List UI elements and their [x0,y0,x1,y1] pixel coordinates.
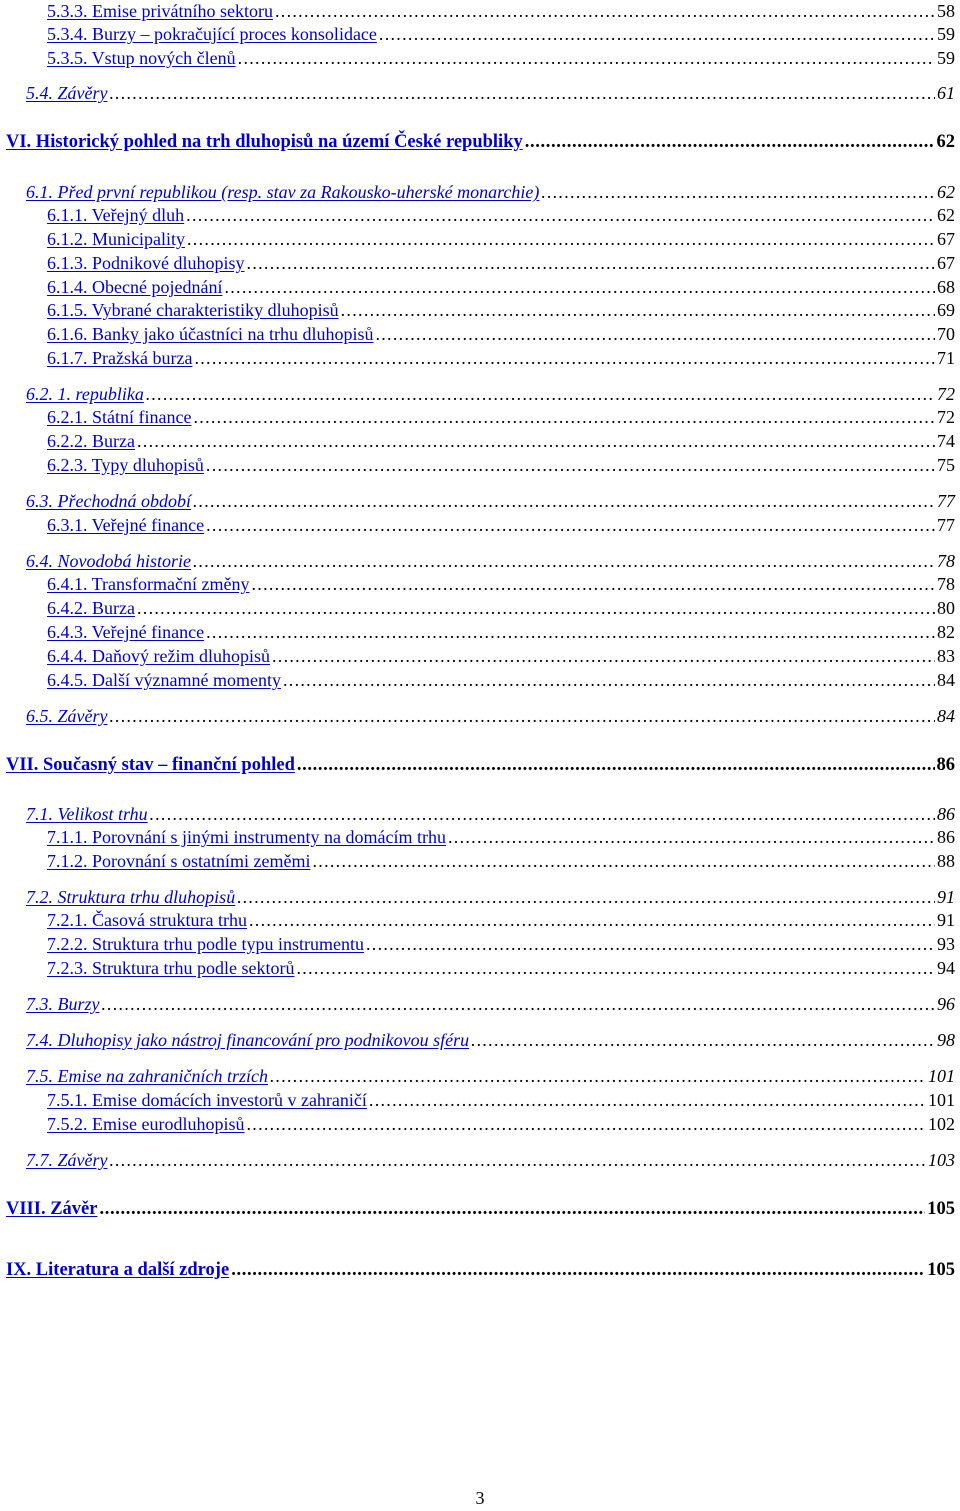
toc-entry[interactable] [0,276,955,298]
toc-entry-title[interactable]: 5.3.5. Vstup nových členů [47,48,236,68]
toc-leader-dots [109,1149,926,1171]
toc-entry[interactable] [0,252,955,274]
toc-leader-dots [341,299,935,321]
toc-entry-title[interactable]: 6.3. Přechodná období [26,491,191,511]
toc-entry-title[interactable]: 6.4.2. Burza [47,598,135,618]
toc-entry-title[interactable]: 6.1.5. Vybrané charakteristiky dluhopisů [47,300,339,320]
toc-entry[interactable] [0,406,955,428]
toc-entry-title[interactable]: 6.5. Závěry [26,706,108,726]
toc-entry[interactable] [0,645,955,667]
toc-entry[interactable] [0,228,955,250]
toc-entry-page: 72 [937,384,955,404]
toc-entry[interactable] [0,957,955,979]
toc-entry-title[interactable]: 7.3. Burzy [26,994,100,1014]
toc-entry-title[interactable]: 7.5.1. Emise domácích investorů v zahraničí [47,1090,367,1110]
toc-entry[interactable] [0,993,955,1015]
toc-entry-title[interactable]: 6.2.3. Typy dluhopisů [47,455,204,475]
toc-entry[interactable] [0,299,955,321]
toc-entry-page: 62 [937,205,955,225]
toc-entry[interactable] [0,1089,955,1111]
toc-leader-dots [206,514,935,536]
toc-leader-dots [146,383,935,405]
toc-entry-title[interactable]: VII. Současný stav – finanční pohled [6,755,295,775]
toc-entry-page: 86 [936,755,955,775]
toc-entry-title[interactable]: 6.2.1. Státní finance [47,407,192,427]
toc-entry-page: 94 [937,958,955,978]
toc-entry-title[interactable]: VIII. Závěr [6,1199,98,1219]
toc-leader-dots [283,669,935,691]
toc-entry-page: 61 [937,83,955,103]
toc-leader-dots [206,454,935,476]
toc-entry[interactable] [0,597,955,619]
toc-leader-dots [297,754,935,776]
toc-leader-dots [150,803,935,825]
toc-leader-dots [238,47,935,69]
toc-entry-title[interactable]: 7.1. Velikost trhu [26,804,148,824]
toc-entry-page: 67 [937,229,955,249]
toc-entry-title[interactable]: 6.2. 1. republika [26,384,144,404]
toc-entry-title[interactable]: 7.2.3. Struktura trhu podle sektorů [47,958,295,978]
toc-entry-title[interactable]: 7.2.2. Struktura trhu podle typu instrumentu [47,934,364,954]
toc-entry-page: 68 [937,277,955,297]
toc-entry-title[interactable]: 7.2. Struktura trhu dluhopisů [26,887,236,907]
toc-entry-page: 80 [937,598,955,618]
toc-entry-page: 71 [937,348,955,368]
toc-leader-dots [275,0,935,22]
toc-entry[interactable] [0,573,955,595]
toc-leader-dots [99,1198,925,1220]
toc-entry-page: 69 [937,300,955,320]
toc-entry-title[interactable]: 6.4.4. Daňový režim dluhopisů [47,646,270,666]
toc-leader-dots [296,957,935,979]
toc-entry[interactable] [0,430,955,452]
toc-entry-page: 105 [927,1199,955,1219]
toc-entry-page: 86 [937,804,955,824]
toc-entry[interactable] [0,23,955,45]
toc-entry[interactable] [0,347,955,369]
toc-entry-page: 96 [937,994,955,1014]
toc-entry[interactable] [0,1259,955,1281]
toc-entry[interactable] [0,669,955,691]
toc-entry-title[interactable]: 6.2.2. Burza [47,431,135,451]
toc-entry[interactable] [0,754,955,776]
toc-leader-dots [193,550,935,572]
toc-entry[interactable] [0,204,955,226]
toc-entry-page: 74 [937,431,955,451]
toc-leader-dots [247,252,935,274]
toc-leader-dots [249,909,935,931]
toc-entry-title[interactable]: 7.2.1. Časová struktura trhu [47,910,247,930]
toc-entry[interactable] [0,1149,955,1171]
toc-entry-page: 102 [928,1114,955,1134]
toc-entry-page: 103 [928,1150,955,1170]
toc-entry-title[interactable]: 6.1. Před první republikou (resp. stav za Rakousko-uherské monarchie) [26,182,540,202]
toc-entry[interactable] [0,621,955,643]
toc-leader-dots [137,597,935,619]
toc-entry[interactable] [0,803,955,825]
toc-entry[interactable] [0,131,955,153]
toc-entry[interactable] [0,82,955,104]
toc-entry[interactable] [0,1198,955,1220]
toc-entry-page: 88 [937,851,955,871]
toc-entry[interactable] [0,826,955,848]
toc-entry-title[interactable]: 6.1.3. Podnikové dluhopisy [47,253,245,273]
toc-entry-page: 67 [937,253,955,273]
toc-entry-title[interactable]: 6.1.7. Pražská burza [47,348,193,368]
toc-entry-page: 78 [937,551,955,571]
toc-leader-dots [109,705,935,727]
toc-entry-title[interactable]: 5.3.3. Emise privátního sektoru [47,1,273,21]
toc-leader-dots [471,1029,935,1051]
toc-entry-title[interactable]: 6.4.1. Transformační změny [47,574,250,594]
toc-entry-title[interactable]: 6.1.2. Municipality [47,229,185,249]
toc-leader-dots [224,276,935,298]
toc-leader-dots [231,1259,925,1281]
toc-leader-dots [369,1089,926,1111]
toc-entry-title[interactable]: VI. Historický pohled na trh dluhopisů na území České republiky [6,132,523,152]
toc-leader-dots [187,228,935,250]
toc-leader-dots [448,826,935,848]
toc-entry-page: 91 [937,887,955,907]
toc-entry-title[interactable]: 7.5. Emise na zahraničních trzích [26,1066,268,1086]
toc-entry-page: 105 [927,1260,955,1280]
toc-entry[interactable] [0,705,955,727]
toc-leader-dots [186,204,935,226]
toc-leader-dots [270,1065,926,1087]
toc-leader-dots [272,645,935,667]
toc-leader-dots [375,323,935,345]
toc-entry[interactable] [0,47,955,69]
toc-entry-page: 101 [928,1090,955,1110]
toc-entry-title[interactable]: 7.4. Dluhopisy jako nástroj financování pro podnikovou sféru [26,1030,470,1050]
toc-entry[interactable] [0,850,955,872]
toc-entry-page: 62 [937,182,955,202]
toc-leader-dots [251,573,935,595]
toc-leader-dots [246,1113,926,1135]
toc-entry[interactable] [0,550,955,572]
toc-entry-title[interactable]: 6.4.3. Veřejné finance [47,622,205,642]
toc-leader-dots [541,181,935,203]
toc-entry-title[interactable]: 6.1.1. Veřejný dluh [47,205,185,225]
toc-entry-title[interactable]: 7.7. Závěry [26,1150,108,1170]
toc-leader-dots [109,82,935,104]
toc-entry-page: 86 [937,827,955,847]
toc-entry[interactable] [0,454,955,476]
toc-entry-page: 59 [937,24,955,44]
toc-entry-page: 75 [937,455,955,475]
toc-entry-page: 84 [937,670,955,690]
toc-entry-title[interactable]: IX. Literatura a další zdroje [6,1260,230,1280]
toc-entry-page: 93 [937,934,955,954]
toc-leader-dots [525,131,935,153]
toc-leader-dots [193,406,935,428]
toc-entry-page: 72 [937,407,955,427]
toc-entry[interactable] [0,933,955,955]
toc-entry-page: 77 [937,491,955,511]
toc-entry-title[interactable]: 7.1.1. Porovnání s jinými instrumenty na domácím trhu [47,827,446,847]
toc-leader-dots [237,886,935,908]
toc-leader-dots [206,621,935,643]
toc-entry[interactable] [0,0,955,22]
toc-entry-page: 70 [937,324,955,344]
toc-entry-page: 78 [937,574,955,594]
toc-entry-page: 82 [937,622,955,642]
toc-entry[interactable] [0,490,955,512]
toc-entry-title[interactable]: 6.3.1. Veřejné finance [47,515,205,535]
toc-entry[interactable] [0,1029,955,1051]
toc-entry-page: 59 [937,48,955,68]
toc-leader-dots [379,23,935,45]
toc-entry-title[interactable]: 6.1.6. Banky jako účastníci na trhu dluhopisů [47,324,374,344]
toc-entry-page: 91 [937,910,955,930]
toc-entry-title[interactable]: 7.5.2. Emise eurodluhopisů [47,1114,245,1134]
toc-entry[interactable] [0,323,955,345]
toc-entry-page: 83 [937,646,955,666]
toc-entry-title[interactable]: 6.4. Novodobá historie [26,551,191,571]
toc-entry[interactable] [0,181,955,203]
page-number: 3 [475,1488,485,1508]
toc-entry-page: 98 [937,1030,955,1050]
toc-entry[interactable] [0,909,955,931]
toc-leader-dots [194,347,935,369]
toc-entry-title[interactable]: 7.1.2. Porovnání s ostatními zeměmi [47,851,311,871]
toc-leader-dots [366,933,935,955]
toc-leader-dots [193,490,935,512]
toc-entry[interactable] [0,1065,955,1087]
toc-entry-page: 62 [936,132,955,152]
toc-entry-page: 84 [937,706,955,726]
toc-entry[interactable] [0,514,955,536]
toc-entry-page: 101 [928,1066,955,1086]
toc-entry-page: 58 [937,1,955,21]
toc-entry-title[interactable]: 5.4. Závěry [26,83,108,103]
toc-leader-dots [137,430,935,452]
toc-leader-dots [312,850,935,872]
toc-entry[interactable] [0,1113,955,1135]
toc-entry-page: 77 [937,515,955,535]
toc-leader-dots [102,993,936,1015]
toc-entry-title[interactable]: 6.1.4. Obecné pojednání [47,277,223,297]
toc-entry[interactable] [0,886,955,908]
toc-entry-title[interactable]: 6.4.5. Další významné momenty [47,670,281,690]
toc-entry[interactable] [0,383,955,405]
toc-entry-title[interactable]: 5.3.4. Burzy – pokračující proces konsolidace [47,24,377,44]
